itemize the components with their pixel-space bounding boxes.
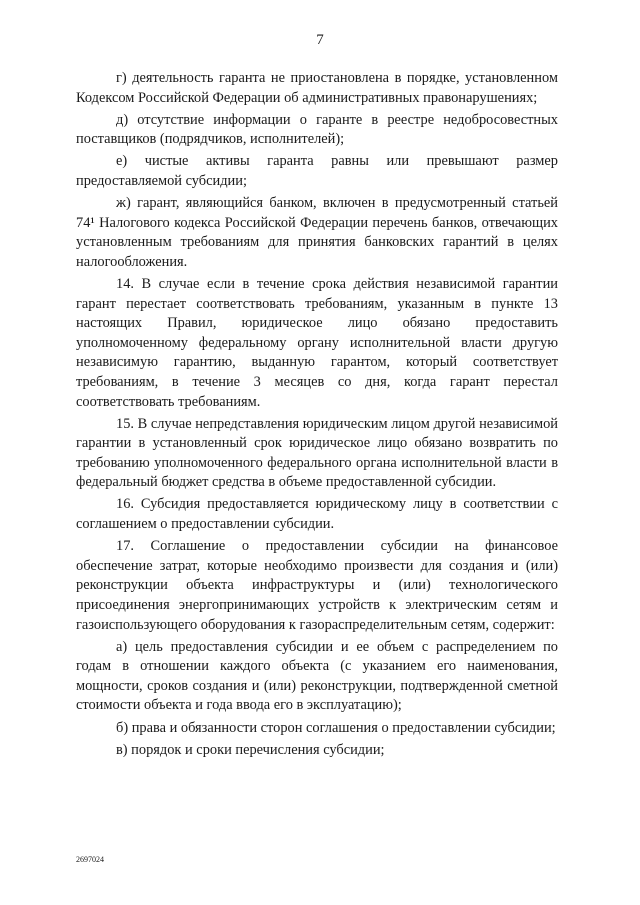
paragraph-item-b: б) права и обязанности сторон соглашения о предоставлении субсидии; [116, 719, 556, 736]
paragraph-item-d: д) отсутствие информации о гаранте в реестре недобросовестных поставщиков (подрядчиков, исполнителей); [76, 111, 558, 148]
paragraph-item-e: е) чистые активы гаранта равны или превышают размер предоставляемой субсидии; [76, 153, 558, 189]
paragraph-item-g: г) деятельность гаранта не приостановлена в порядке, установленном Кодексом Российской Федерации об административных правонарушениях; [76, 70, 558, 106]
document-code: 2697024 [76, 855, 104, 864]
paragraph-14: 14. В случае если в течение срока действия независимой гарантии гарант перестает соответствовать требованиям, указанным в пункте 13 настоящих Правил, юридическое лицо обязано предоставить уполномоченному федеральному органу исполнительной власти другую независимую гарантию, выданную гарантом, который соответствует требованиям, в течение 3 месяцев со дня, когда гарант перестал соответствовать требованиям. [76, 275, 558, 410]
paragraph-15: 15. В случае непредставления юридическим лицом другой независимой гарантии в установленный срок юридическое лицо обязано возвратить по требованию уполномоченного федерального органа исполнительной власти в федеральный бюджет средства в объеме предоставленной субсидии. [76, 415, 558, 491]
page-number: 7 [316, 32, 324, 48]
paragraph-17: 17. Соглашение о предоставлении субсидии на финансовое обеспечение затрат, которые необходимо произвести для создания и (или) реконструкции объекта инфраструктуры и (или) технологического присоединения энергопринимающих устройств к электрическим сетям и газоиспользующего оборудования к газораспределительным сетям, содержит: [76, 538, 558, 633]
paragraph-item-zh: ж) гарант, являющийся банком, включен в предусмотренный статьей 74¹ Налогового кодекса Российской Федерации перечень банков, отвечающих установленным требованиям для принятия банковских гарантий в целях налогообложения. [76, 195, 558, 270]
paragraph-item-v: в) порядок и сроки перечисления субсидии; [116, 741, 385, 758]
document-body [76, 69, 558, 763]
paragraph-item-a: а) цель предоставления субсидии и ее объем с распределением по годам в отношении каждого объекта (с указанием его наименования, мощности, сроков создания и (или) реконструкции, подтвержденной сметной стоимости объекта и года ввода его в эксплуатацию); [76, 638, 558, 714]
paragraph-16: 16. Субсидия предоставляется юридическому лицу в соответствии с соглашением о предоставлении субсидии. [76, 496, 558, 533]
